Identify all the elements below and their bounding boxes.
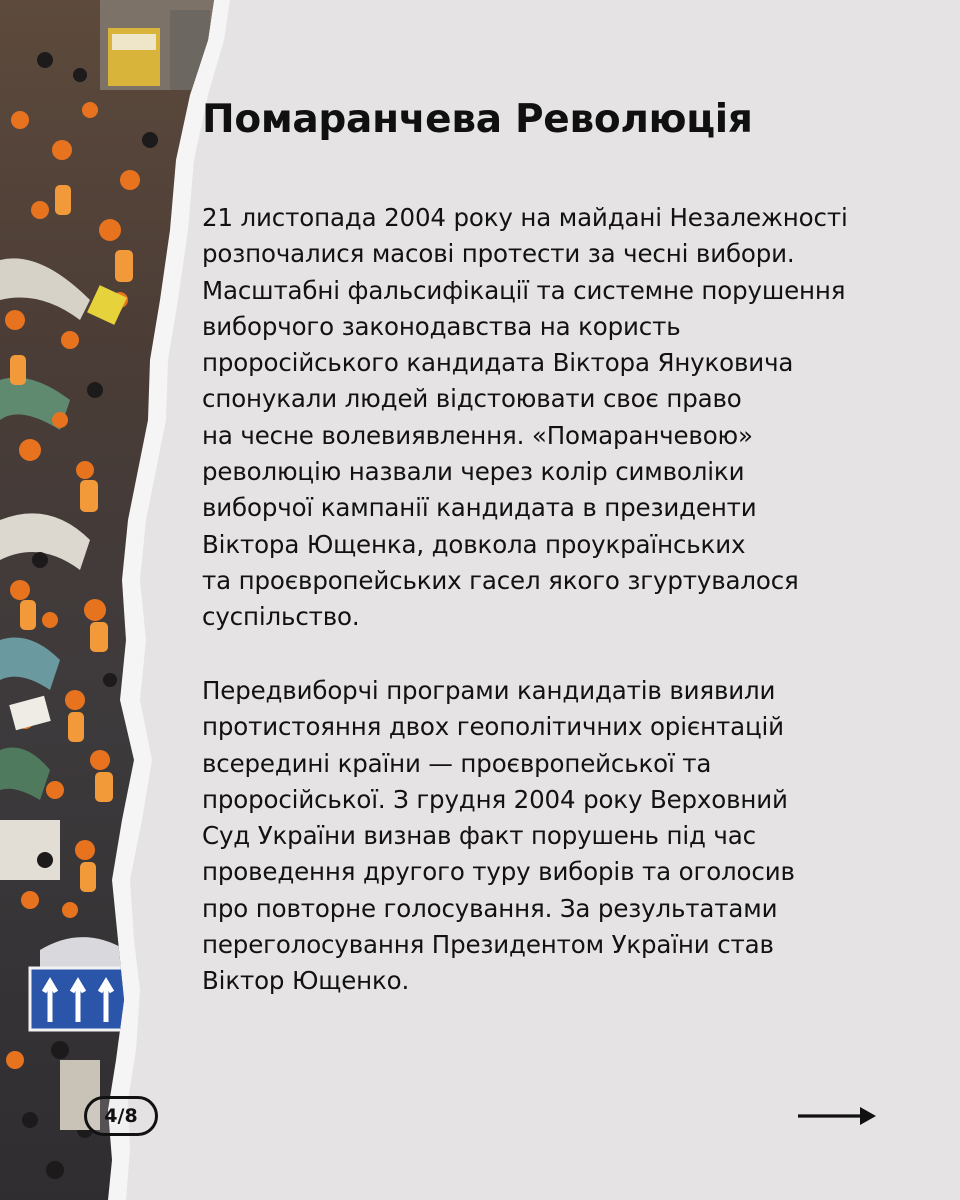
paragraph-orange-revolution-protests: 21 листопада 2004 року на майдані Незалежності розпочалися масові протести за чесні вибори. Масштабні фальсифікації та системне порушення виборчого законодавства на користь проросійського кандидата Віктора Януковича спонукали людей відстоювати своє право на чесне волевиявлення. «Помаранчевою» революцію назвали через колір символіки виборчої кампанії кандидата в президенти Віктора Ющенка, довкола проукраїнських та проєвропейських гасел якого згуртувалося суспільство.: [202, 203, 848, 632]
slide-title: Помаранчева Революція: [202, 97, 753, 142]
arrow-right-icon: [798, 1104, 880, 1128]
page-indicator: 4/8: [84, 1096, 158, 1136]
next-slide-button[interactable]: [798, 1104, 880, 1128]
paragraph-election-outcome: Передвиборчі програми кандидатів виявили протистояння двох геополітичних орієнтацій всередині країни — проєвропейської та проросійської. З грудня 2004 року Верховний Суд України визнав факт порушень під час проведення другого туру виборів та оголосив про повторне голосування. За результатами переголосування Президентом України став Віктор Ющенко.: [202, 676, 795, 996]
